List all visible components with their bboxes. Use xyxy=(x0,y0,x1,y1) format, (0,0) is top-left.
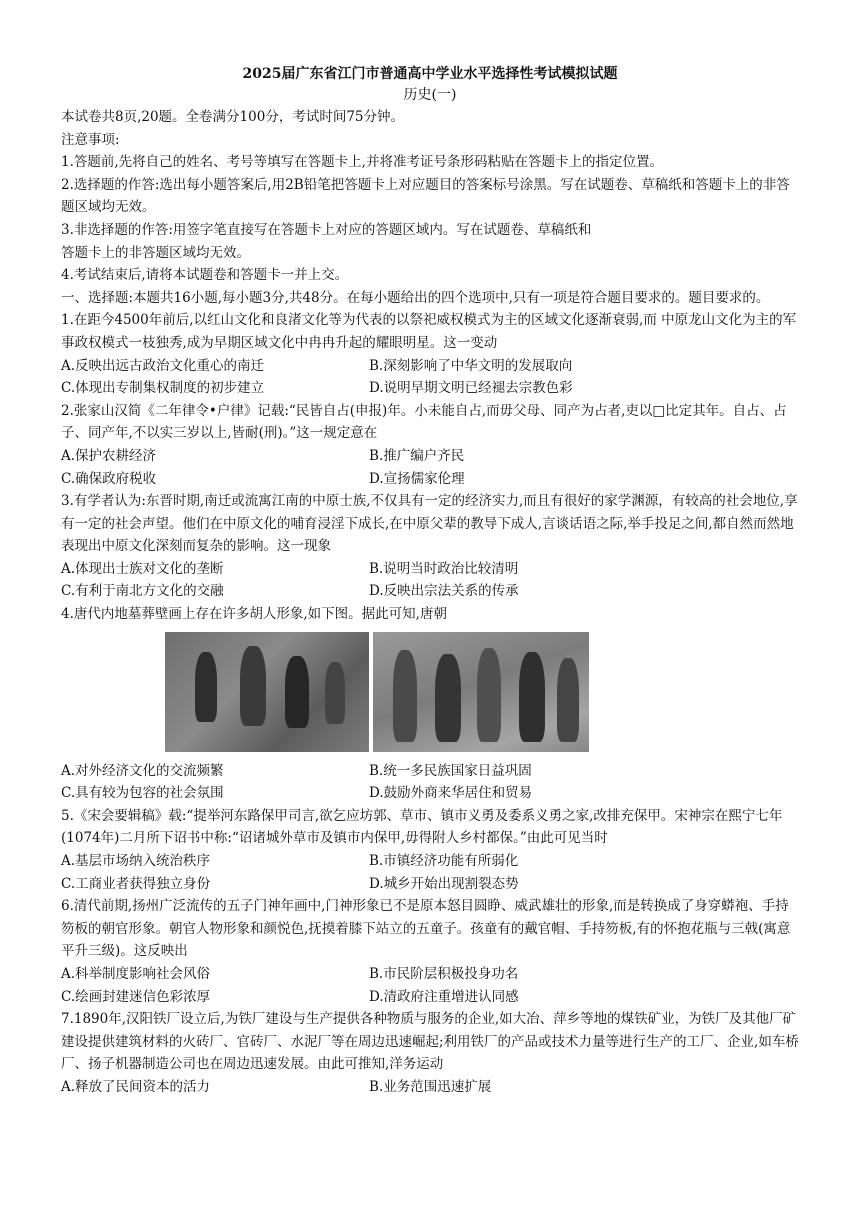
option-b: B.说明当时政治比较清明 xyxy=(369,560,519,577)
exam-title: 2025届广东省江门市普通高中学业水平选择性考试模拟试题 xyxy=(242,66,618,82)
question-6-options-row-2 xyxy=(61,986,860,1009)
question-5-options-row-1 xyxy=(61,850,860,873)
option-c: C.绘画封建迷信色彩浓厚 xyxy=(61,988,211,1005)
question-3-options-row-2 xyxy=(61,580,860,603)
option-b: B.业务范围迅速扩展 xyxy=(369,1078,492,1095)
question-3-stem: 3.有学者认为:东晋时期,南迁或流寓江南的中原士族,不仅具有一定的经济实力,而且有很好的家学渊源，有较高的社会地位,享有一定的社会声望。他们在中原文化的哺育浸淫下成长,在中原父辈的教导下成人,言谈话语之际,举手投足之间,都自然而然地表现出中原文化深刻而复杂的影响。这一现象 xyxy=(61,493,798,555)
notice-4: 4.考试结束后,请将本试题卷和答题卡一并上交。 xyxy=(61,267,349,284)
option-a: A.基层市场纳入统治秩序 xyxy=(61,853,211,870)
option-c: C.体现出专制集权制度的初步建立 xyxy=(61,380,265,397)
question-6-options-row-1 xyxy=(61,963,860,986)
option-c: C.确保政府税收 xyxy=(61,470,157,487)
question-1-options-row-2 xyxy=(61,377,860,400)
section-heading: 一、选择题:本题共16小题,每小题3分,共48分。在每小题给出的四个选项中,只有一项是符合题目要求的。题目要求的。 xyxy=(61,289,770,306)
question-7-stem: 7.1890年,汉阳铁厂设立后,为铁厂建设与生产提供各种物质与服务的企业,如大冶、萍乡等地的煤铁矿业，为铁厂及其他厂矿建设提供建筑材料的火砖厂、官砖厂、水泥厂等在周边迅速崛起;利用铁厂的产品或技术力量等进行生产的工厂、企业,如车桥厂、扬子机器制造公司也在周边迅速发展。由此可推知,洋务运动 xyxy=(61,1011,799,1073)
option-d: D.说明早期文明已经褪去宗教色彩 xyxy=(369,380,573,397)
question-2-options-row-2 xyxy=(61,468,860,491)
option-a: A.体现出士族对文化的垄断 xyxy=(61,560,224,577)
exam-subtitle: 历史(一) xyxy=(403,87,457,103)
question-2-stem: 2.张家山汉简《二年律令•户律》记载:“民皆自占(申报)年。小未能自占,而毋父母、同产为占者,吏以□比定其年。自占、占子、同产年,不以实三岁以上,皆耐(刑)。”这一规定意在 xyxy=(61,402,787,442)
question-4-options-row-2 xyxy=(61,782,860,805)
option-b: B.深刻影响了中华文明的发展取向 xyxy=(369,357,573,374)
option-c: C.具有较为包容的社会氛围 xyxy=(61,785,224,802)
option-c: C.有利于南北方文化的交融 xyxy=(61,583,224,600)
option-b: B.统一多民族国家日益巩固 xyxy=(369,762,532,779)
question-2-options-row-1 xyxy=(61,445,860,468)
option-a: A.释放了民间资本的活力 xyxy=(61,1078,211,1095)
question-1-options-row-1 xyxy=(61,355,860,378)
notice-1: 1.答题前,先将自己的姓名、考号等填写在答题卡上,并将准考证号条形码粘贴在答题卡上的指定位置。 xyxy=(61,154,663,171)
notice-3-cont: 答题卡上的非答题区域均无效。 xyxy=(61,244,250,261)
question-4-stem: 4.唐代内地墓葬壁画上存在许多胡人形象,如下图。据此可知,唐朝 xyxy=(61,606,447,623)
question-4-options-row-1 xyxy=(61,760,860,783)
option-d: D.反映出宗法关系的传承 xyxy=(369,583,519,600)
question-5-stem: 5.《宋会要辑稿》载:“提举河东路保甲司言,欲乞应坊郭、草市、镇市义勇及委系义勇之家,改排充保甲。宋神宗在熙宁七年(1074年)二月所下诏书中称:“诏诸城外草市及镇市内保甲,毋得附人乡村都保。”由此可见当时 xyxy=(61,807,783,847)
intro-text: 本试卷共8页,20题。全卷满分100分，考试时间75分钟。 xyxy=(61,109,405,125)
mural-image-right xyxy=(373,632,589,752)
option-b: B.推广编户齐民 xyxy=(369,447,465,464)
option-b: B.市民阶层积极投身功名 xyxy=(369,966,519,982)
option-a: A.保护农耕经济 xyxy=(61,447,157,464)
question-6-stem: 6.清代前期,扬州广泛流传的五子门神年画中,门神形象已不是原本怒目圆睁、威武雄壮的形象,而是转换成了身穿蟒袍、手持笏板的朝官形象。朝官人物形象和颜悦色,抚摸着膝下站立的五童子。孩童有的戴官帽、手持笏板,有的怀抱花瓶与三戟(寓意平升三级)。这反映出 xyxy=(61,898,791,960)
notice-2: 2.选择题的作答:选出每小题答案后,用2B铅笔把答题卡上对应题目的答案标号涂黑。写在试题卷、草稿纸和答题卡上的非答题区域均无效。 xyxy=(61,176,790,216)
notice-title: 注意事项: xyxy=(61,131,120,148)
option-d: D.鼓励外商来华居住和贸易 xyxy=(369,785,533,802)
option-a: A.科举制度影响社会风俗 xyxy=(61,966,211,982)
option-a: A.对外经济文化的交流频繁 xyxy=(61,762,224,779)
option-a: A.反映出远古政治文化重心的南迁 xyxy=(61,357,265,374)
question-7-options-row-1 xyxy=(61,1076,860,1099)
tomb-mural-figure xyxy=(165,632,589,752)
option-d: D.城乡开始出现割裂态势 xyxy=(369,875,519,892)
option-c: C.工商业者获得独立身份 xyxy=(61,875,211,892)
question-1-stem: 1.在距今4500年前后,以红山文化和良渚文化等为代表的以祭祀威权模式为主的区域文化逐渐衰弱,而 中原龙山文化为主的军事政权模式一枝独秀,成为早期区域文化中冉冉升起的耀眼明星。这一变动 xyxy=(61,312,797,351)
notice-3: 3.非选择题的作答:用签字笔直接写在答题卡上对应的答题区域内。写在试题卷、草稿纸和 xyxy=(61,221,592,238)
option-d: D.宣扬儒家伦理 xyxy=(369,470,465,487)
mural-image-left xyxy=(165,632,369,752)
option-b: B.市镇经济功能有所弱化 xyxy=(369,853,519,870)
question-3-options-row-1 xyxy=(61,558,860,581)
option-d: D.清政府注重增进认同感 xyxy=(369,988,519,1005)
question-5-options-row-2 xyxy=(61,873,860,896)
